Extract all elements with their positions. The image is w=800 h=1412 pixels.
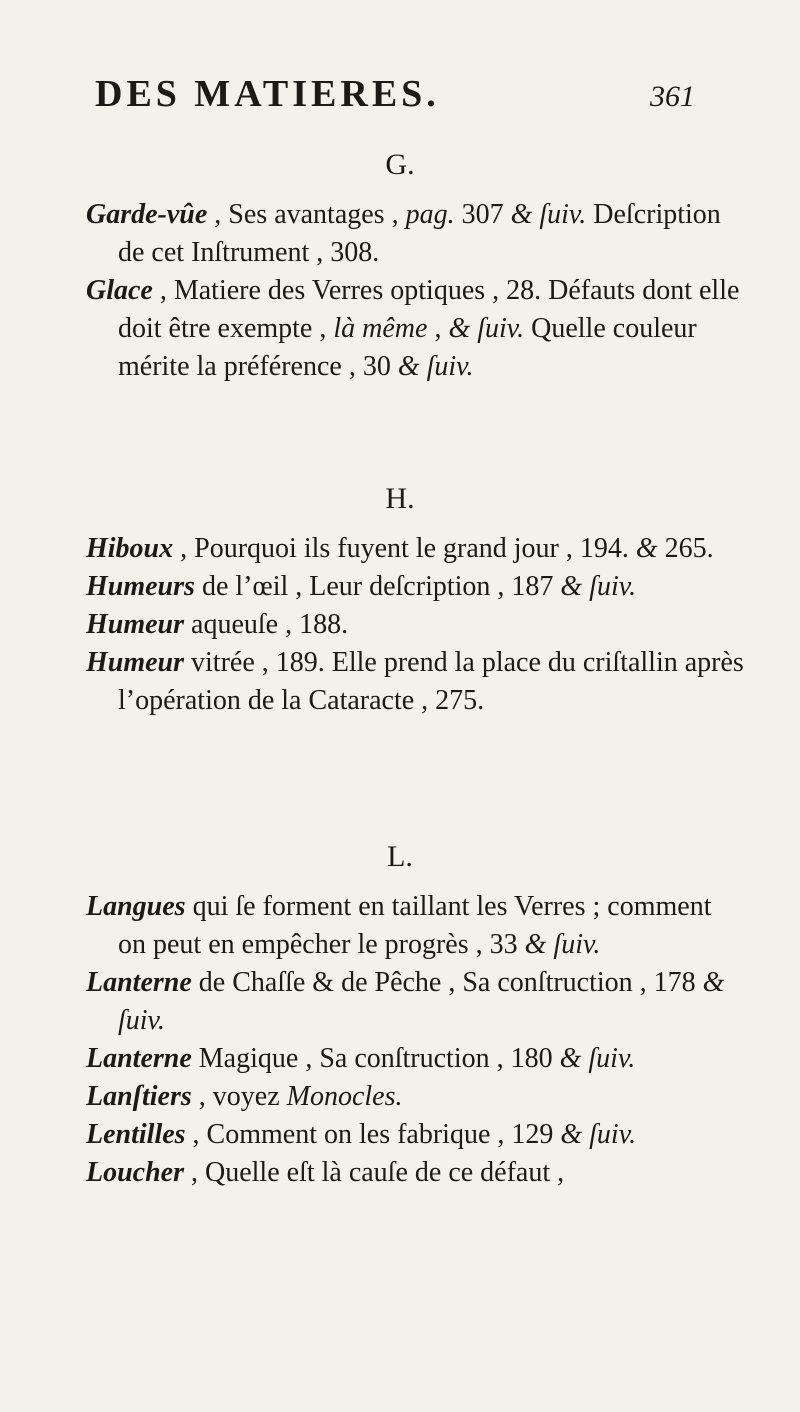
entry-text: & ſuiv. xyxy=(118,967,725,1036)
entry-text: là même xyxy=(333,313,428,344)
index-entry xyxy=(86,530,746,568)
entry-text: & ſuiv. xyxy=(560,571,637,602)
page-header xyxy=(95,72,695,116)
entry-text: , xyxy=(427,313,449,344)
entry-term: Langues xyxy=(86,891,186,922)
entry-text: Deſcription de cet Inſtrument , 308. xyxy=(118,199,721,268)
page-number: 361 xyxy=(650,80,695,113)
index-entry xyxy=(86,272,746,386)
entry-text: Quelle couleur mérite la préférence , 30 xyxy=(118,313,697,382)
running-title: DES MATIERES. xyxy=(95,73,440,115)
section-letter-h: H. xyxy=(385,482,415,515)
entry-text: & ſuiv. xyxy=(524,929,601,960)
entry-text: de l’œil , Leur deſcription , 187 xyxy=(194,571,561,602)
entry-term: Humeurs xyxy=(86,571,195,602)
entry-term: Lentilles xyxy=(86,1119,186,1150)
entry-text: & ſuiv. xyxy=(510,199,587,230)
entry-text: , Ses avantages , xyxy=(207,199,406,230)
entry-text: 307 xyxy=(454,199,511,230)
entry-text: Monocles. xyxy=(286,1081,403,1112)
entry-text: pag. xyxy=(405,199,455,230)
entry-text: 265. xyxy=(657,533,714,564)
entry-text: qui ſe forment en taillant les Verres ; comment on peut en empêcher le progrès , 33 xyxy=(118,891,712,960)
entry-text: & xyxy=(635,533,658,564)
entry-text: Magique , Sa conſtruction , 180 xyxy=(191,1043,560,1074)
entry-term: Loucher xyxy=(86,1157,184,1188)
index-entry xyxy=(86,196,746,272)
entry-text: & ſuiv. xyxy=(560,1119,637,1150)
entry-text: vitrée , 189. Elle prend la place du criſtallin après l’opération de la Cataracte , 275. xyxy=(118,647,744,716)
entry-text: & ſuiv. xyxy=(448,313,525,344)
entry-text: de Chaſſe & de Pêche , Sa conſtruction , 178 xyxy=(191,967,703,998)
index-entry xyxy=(86,644,746,720)
entry-term: Garde-vûe xyxy=(86,199,208,230)
index-entry xyxy=(86,1116,746,1154)
entry-term: Glace xyxy=(86,275,153,306)
index-entry xyxy=(86,1040,746,1078)
entry-text: , Quelle eſt là cauſe de ce défaut , xyxy=(184,1157,565,1188)
entry-text: & ſuiv. xyxy=(397,351,474,382)
entry-term: Hiboux xyxy=(86,533,174,564)
index-entry xyxy=(86,1078,746,1116)
section-letter-l: L. xyxy=(387,840,413,873)
entry-term: Lanſtiers xyxy=(86,1081,192,1112)
section-h-entries xyxy=(86,530,746,720)
entry-term: Humeur xyxy=(86,609,185,640)
index-entry xyxy=(86,606,746,644)
section-g-entries xyxy=(86,196,746,386)
entry-text: , Pourquoi ils fuyent le grand jour , 194. xyxy=(173,533,636,564)
entry-term: Lanterne xyxy=(86,1043,192,1074)
entry-text: aqueuſe , 188. xyxy=(184,609,349,640)
section-l-entries xyxy=(86,888,746,1192)
entry-term: Humeur xyxy=(86,647,185,678)
index-entry xyxy=(86,1154,746,1192)
entry-text: & ſuiv. xyxy=(559,1043,636,1074)
entry-text: , voyez xyxy=(191,1081,287,1112)
entry-text: , Matiere des Verres optiques , 28. Défauts dont elle doit être exempte , xyxy=(118,275,740,344)
index-entry xyxy=(86,568,746,606)
section-letter-g: G. xyxy=(385,148,415,181)
index-entry xyxy=(86,888,746,964)
index-entry xyxy=(86,964,746,1040)
entry-text: , Comment on les fabrique , 129 xyxy=(185,1119,561,1150)
entry-term: Lanterne xyxy=(86,967,192,998)
